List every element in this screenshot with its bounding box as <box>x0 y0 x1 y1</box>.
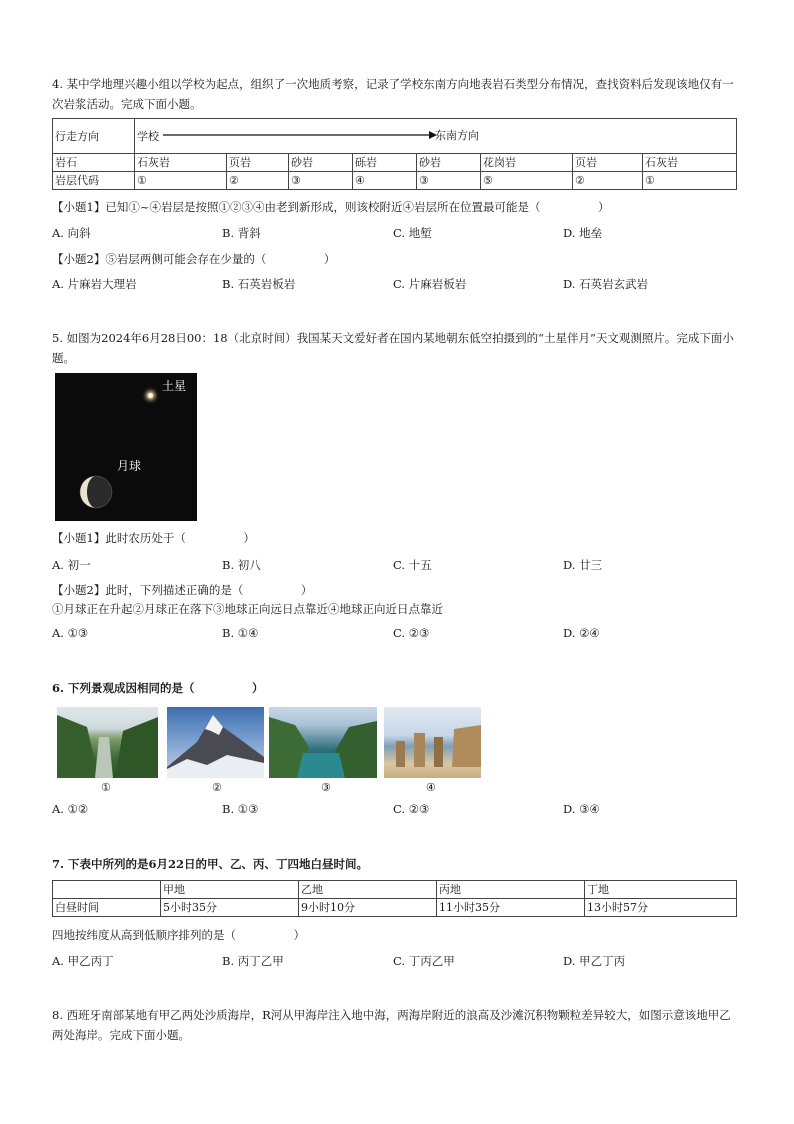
q4-sub1-option-d[interactable]: D. 地垒 <box>563 226 603 240</box>
sea-stacks-icon <box>384 707 481 778</box>
q4-sub2-option-d[interactable]: D. 石英岩玄武岩 <box>563 277 649 291</box>
saturn-dot <box>148 393 153 398</box>
code-cell: ④ <box>353 172 417 190</box>
q6-option-b[interactable]: B. ①③ <box>222 802 259 816</box>
q6-option-a[interactable]: A. ①② <box>52 802 89 816</box>
q6-stem: 6. 下列景观成因相同的是（ ） <box>52 681 264 695</box>
q7-option-a[interactable]: A. 甲乙丙丁 <box>52 954 114 968</box>
daylight-header-bing: 丙地 <box>437 881 585 899</box>
q4-sub1-stem: 【小题1】已知①~④岩层是按照①②③④由老到新形成，则该校附近④岩层所在位置最可能是（ ） <box>52 200 610 214</box>
daylight-value: 13小时57分 <box>585 899 737 917</box>
q7-question: 四地按纬度从高到低顺序排列的是（ ） <box>52 928 305 942</box>
q7-option-c[interactable]: C. 丁丙乙甲 <box>393 954 455 968</box>
q7-stem: 7. 下表中所列的是6月22日的甲、乙、丙、丁四地白昼时间。 <box>52 857 369 871</box>
q4-sub2-option-b[interactable]: B. 石英岩板岩 <box>222 277 296 291</box>
code-label: 岩层代码 <box>53 172 135 190</box>
code-cell: ① <box>135 172 227 190</box>
q4-sub1-option-b[interactable]: B. 背斜 <box>222 226 261 240</box>
q7-option-d[interactable]: D. 甲乙丁丙 <box>563 954 626 968</box>
q8-intro: 8. 西班牙南部某地有甲乙两处沙质海岸，R河从甲海岸注入地中海，两海岸附近的浪高及沙滩沉积物颗粒差异较大，如图示意该地甲乙两处海岸。完成下面小题。 <box>52 1008 731 1042</box>
q5-intro: 5. 如图为2024年6月28日00：18（北京时间）我国某天文爱好者在国内某地朝东低空拍摄到的“土星伴月”天文观测照片。完成下面小题。 <box>52 331 734 365</box>
landscape-photo-3 <box>269 707 377 778</box>
photo-caption-2: ② <box>212 781 222 794</box>
daylight-header-ding: 丁地 <box>585 881 737 899</box>
daylight-header-jia: 甲地 <box>161 881 299 899</box>
rock-cell: 页岩 <box>227 154 289 172</box>
q4-sub2-option-a[interactable]: A. 片麻岩大理岩 <box>52 277 137 291</box>
q5-sub1-stem: 【小题1】此时农历处于（ ） <box>52 531 255 545</box>
q7-option-b[interactable]: B. 丙丁乙甲 <box>222 954 284 968</box>
q5-sub1-option-a[interactable]: A. 初一 <box>52 558 91 572</box>
saturn-moon-photo <box>55 373 197 521</box>
daylight-header-empty <box>53 881 161 899</box>
q4-intro: 4. 某中学地理兴趣小组以学校为起点，组织了一次地质考察，记录了学校东南方向地表岩石类型分布情况，查找资料后发现该地仅有一次岩浆活动。完成下面小题。 <box>52 77 734 111</box>
daylight-value: 11小时35分 <box>437 899 585 917</box>
q5-sub1-option-c[interactable]: C. 十五 <box>393 558 432 572</box>
q4-sub2-stem: 【小题2】⑤岩层两侧可能会存在少量的（ ） <box>52 252 336 266</box>
rock-cell: 花岗岩 <box>481 154 573 172</box>
code-cell: ② <box>573 172 643 190</box>
daylight-row-label: 白昼时间 <box>53 899 161 917</box>
q6-option-c[interactable]: C. ②③ <box>393 802 430 816</box>
q5-sub2-option-d[interactable]: D. ②④ <box>563 626 600 640</box>
daylight-value: 9小时10分 <box>299 899 437 917</box>
q4-sub1-option-c[interactable]: C. 地堑 <box>393 226 432 240</box>
q5-sub2-stem: 【小题2】此时，下列描述正确的是（ ） <box>52 583 313 597</box>
q5-sub2-option-a[interactable]: A. ①③ <box>52 626 89 640</box>
code-cell: ① <box>643 172 737 190</box>
rock-cell: 石灰岩 <box>135 154 227 172</box>
code-cell: ⑤ <box>481 172 573 190</box>
q6-option-d[interactable]: D. ③④ <box>563 802 600 816</box>
valley-icon <box>57 707 158 778</box>
photo-caption-4: ④ <box>426 781 436 794</box>
code-cell: ② <box>227 172 289 190</box>
q5-sub1-option-b[interactable]: B. 初八 <box>222 558 261 572</box>
moon-icon <box>79 475 113 509</box>
q5-sub1-option-d[interactable]: D. 廿三 <box>563 558 603 572</box>
code-cell: ③ <box>417 172 481 190</box>
q5-sub2-statements: ①月球正在升起②月球正在落下③地球正向远日点靠近④地球正向近日点靠近 <box>52 602 443 616</box>
direction-start: 学校 <box>137 129 159 143</box>
rock-cell: 砾岩 <box>353 154 417 172</box>
q4-sub2-option-c[interactable]: C. 片麻岩板岩 <box>393 277 467 291</box>
code-cell: ③ <box>289 172 353 190</box>
photo-caption-3: ③ <box>321 781 331 794</box>
rock-cell: 页岩 <box>573 154 643 172</box>
direction-end: 东南方向 <box>435 129 479 142</box>
rock-label: 岩石 <box>53 154 135 172</box>
direction-arrow <box>163 129 438 141</box>
daylight-value: 5小时35分 <box>161 899 299 917</box>
landscape-photo-4 <box>384 707 481 778</box>
fjord-icon <box>269 707 377 778</box>
q5-sub2-option-b[interactable]: B. ①④ <box>222 626 259 640</box>
rock-cell: 砂岩 <box>289 154 353 172</box>
direction-cell <box>135 119 737 154</box>
daylight-table <box>52 880 737 917</box>
landscape-photo-2 <box>167 707 264 778</box>
direction-label: 行走方向 <box>53 119 135 154</box>
daylight-header-yi: 乙地 <box>299 881 437 899</box>
q4-sub1-option-a[interactable]: A. 向斜 <box>52 226 91 240</box>
saturn-label: 土星 <box>162 379 187 393</box>
rock-cell: 砂岩 <box>417 154 481 172</box>
mountain-peak-icon <box>167 707 264 778</box>
photo-caption-1: ① <box>101 781 111 794</box>
q5-sub2-option-c[interactable]: C. ②③ <box>393 626 430 640</box>
rock-table <box>52 118 737 190</box>
moon-label: 月球 <box>117 459 142 473</box>
landscape-photo-1 <box>57 707 158 778</box>
rock-cell: 石灰岩 <box>643 154 737 172</box>
